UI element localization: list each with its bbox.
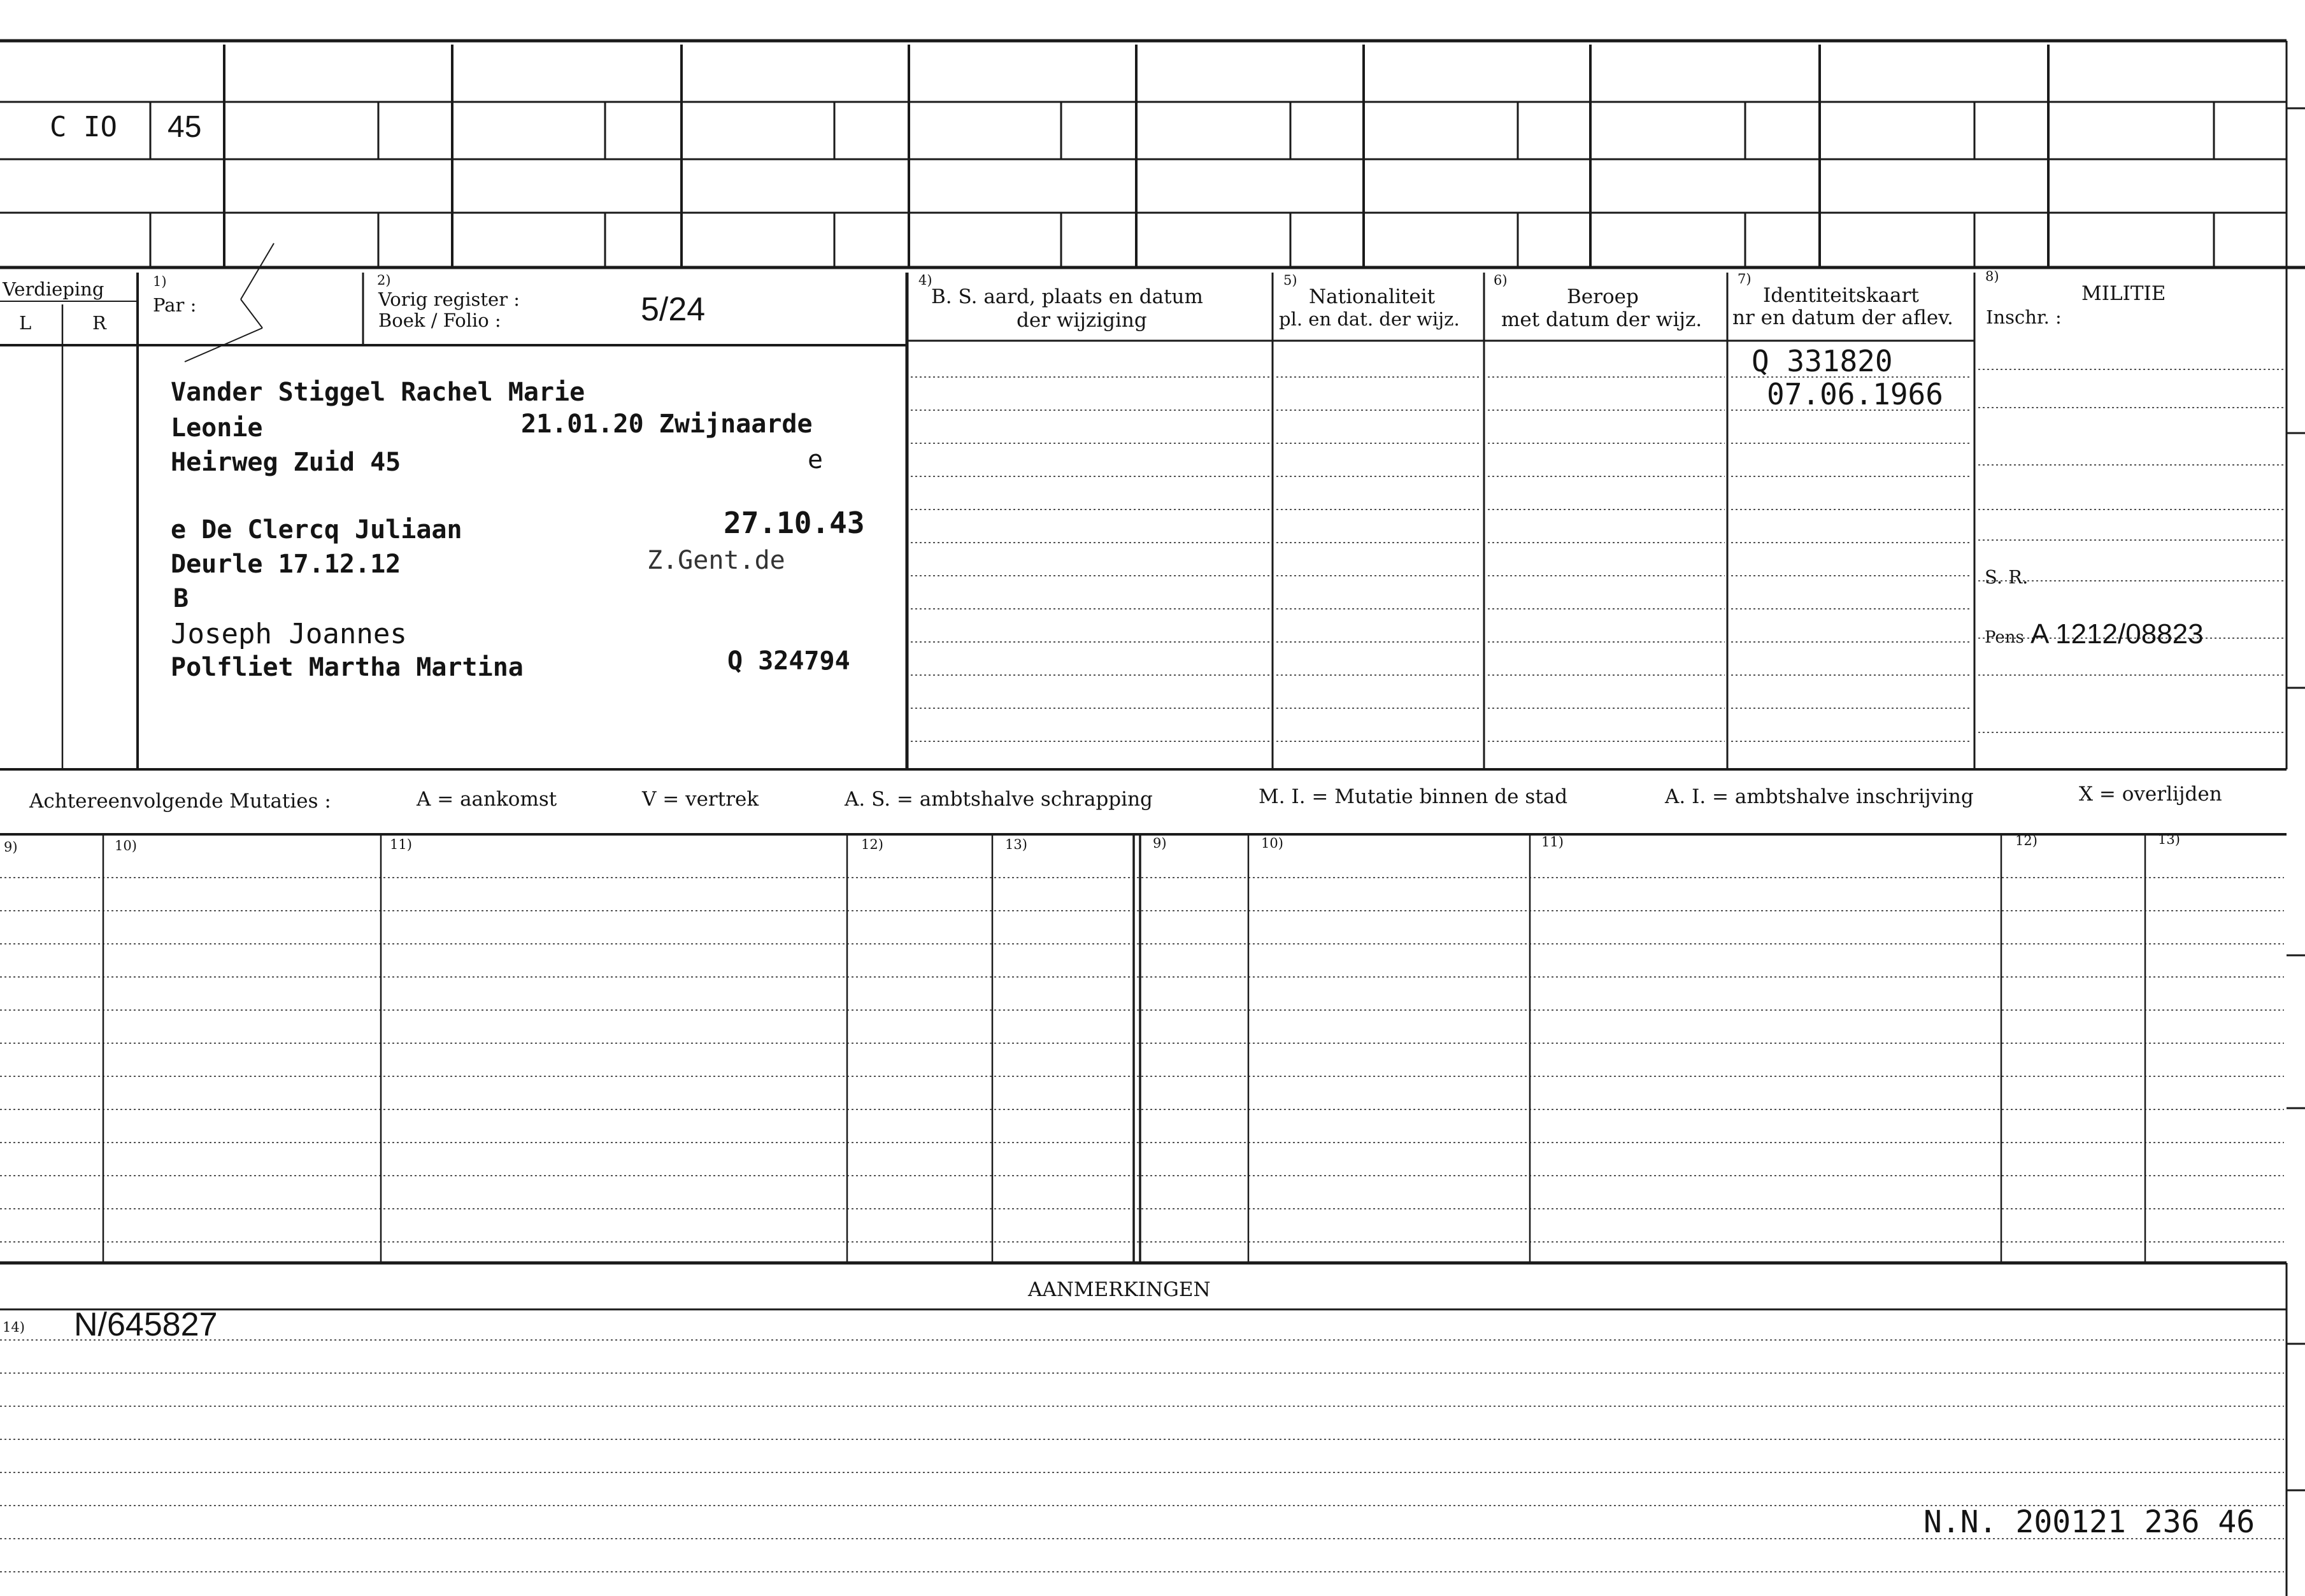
h8-number: 8) <box>1985 269 1999 284</box>
national-number: N.N. 200121 236 46 <box>1923 1504 2255 1540</box>
legend-mi: M. I. = Mutatie binnen de stad <box>1259 785 1568 808</box>
legend-a: A = aankomst <box>417 788 557 811</box>
legend-x: X = overlijden <box>2079 783 2222 806</box>
rule-107 <box>241 243 274 299</box>
mother-card: Q 324794 <box>727 646 850 676</box>
top-grid-number: 45 <box>168 110 202 144</box>
sr-label: S. R. <box>1985 566 2029 588</box>
rule-106 <box>241 299 262 328</box>
mut-col-12: 12) <box>861 837 883 852</box>
mut-col-13-right: 13) <box>2158 832 2180 847</box>
person-name: Vander Stiggel Rachel Marie <box>171 378 585 407</box>
militie-title: MILITIE <box>2081 282 2166 305</box>
marriage-place: Z.Gent.de <box>647 546 785 575</box>
h4-line1: B. S. aard, plaats en datum <box>931 285 1203 308</box>
par-label: Par : <box>153 294 197 316</box>
mut-col-11-right: 11) <box>1541 834 1564 850</box>
top-grid-code: C IO <box>50 111 117 143</box>
h4-line2: der wijziging <box>1017 309 1147 332</box>
aanmerkingen-title: AANMERKINGEN <box>1028 1278 1211 1301</box>
legend-as: A. S. = ambtshalve schrapping <box>845 788 1153 811</box>
spouse-name: e De Clercq Juliaan <box>171 515 462 545</box>
mut-col-13: 13) <box>1005 837 1027 852</box>
mother-name: Polfliet Martha Martina <box>171 653 524 682</box>
person-address: Heirweg Zuid 45 <box>171 448 401 477</box>
person-birth: 21.01.20 Zwijnaarde <box>521 410 813 439</box>
mut-col-12-right: 12) <box>2015 833 2037 848</box>
h6-number: 6) <box>1494 273 1508 288</box>
pens-label: Pens <box>1985 628 2024 647</box>
marriage-date: 27.10.43 <box>724 506 865 540</box>
h1-number: 1) <box>153 274 167 289</box>
id-card-number: Q 331820 <box>1752 344 1893 378</box>
mut-col-9-right: 9) <box>1153 836 1167 851</box>
mut-col-11: 11) <box>390 837 412 852</box>
legend-ai: A. I. = ambtshalve inschrijving <box>1665 785 1974 808</box>
mut-col-10: 10) <box>115 838 137 853</box>
h6-line2: met datum der wijz. <box>1501 308 1702 331</box>
h5-number: 5) <box>1283 273 1297 288</box>
mut-col-9: 9) <box>4 839 18 855</box>
h2-number: 2) <box>377 273 391 288</box>
verdieping-label: Verdieping <box>3 278 104 300</box>
father-name: Joseph Joannes <box>171 618 407 650</box>
aanmerkingen-number: 14) <box>3 1320 25 1335</box>
spouse-birth: Deurle 17.12.12 <box>171 550 401 579</box>
h6-line1: Beroep <box>1567 285 1639 308</box>
h5-line2: pl. en dat. der wijz. <box>1279 308 1460 330</box>
person-b: B <box>173 584 189 613</box>
h7-line2: nr en datum der aflev. <box>1732 306 1953 329</box>
person-firstname: Leonie <box>171 413 263 443</box>
h4-number: 4) <box>918 273 932 288</box>
aanmerkingen-value: N/645827 <box>74 1306 218 1343</box>
boek-folio-value: 5/24 <box>641 291 706 328</box>
vorig-register-label: Vorig register : <box>378 289 520 310</box>
pens-value: A 1212/08823 <box>2030 618 2204 650</box>
legend-v: V = vertrek <box>642 788 759 811</box>
h5-line1: Nationaliteit <box>1309 285 1436 308</box>
h7-number: 7) <box>1738 271 1752 287</box>
boek-folio-label: Boek / Folio : <box>378 310 501 331</box>
col-l-label: L <box>19 312 32 334</box>
mut-col-10-right: 10) <box>1261 836 1283 851</box>
id-card-date: 07.06.1966 <box>1767 377 1943 411</box>
inschr-label: Inschr. : <box>1986 306 2062 328</box>
col-r-label: R <box>92 312 106 334</box>
mutaties-title: Achtereenvolgende Mutaties : <box>29 790 331 813</box>
h7-line1: Identiteitskaart <box>1763 284 1919 307</box>
person-mark: e <box>808 445 824 474</box>
